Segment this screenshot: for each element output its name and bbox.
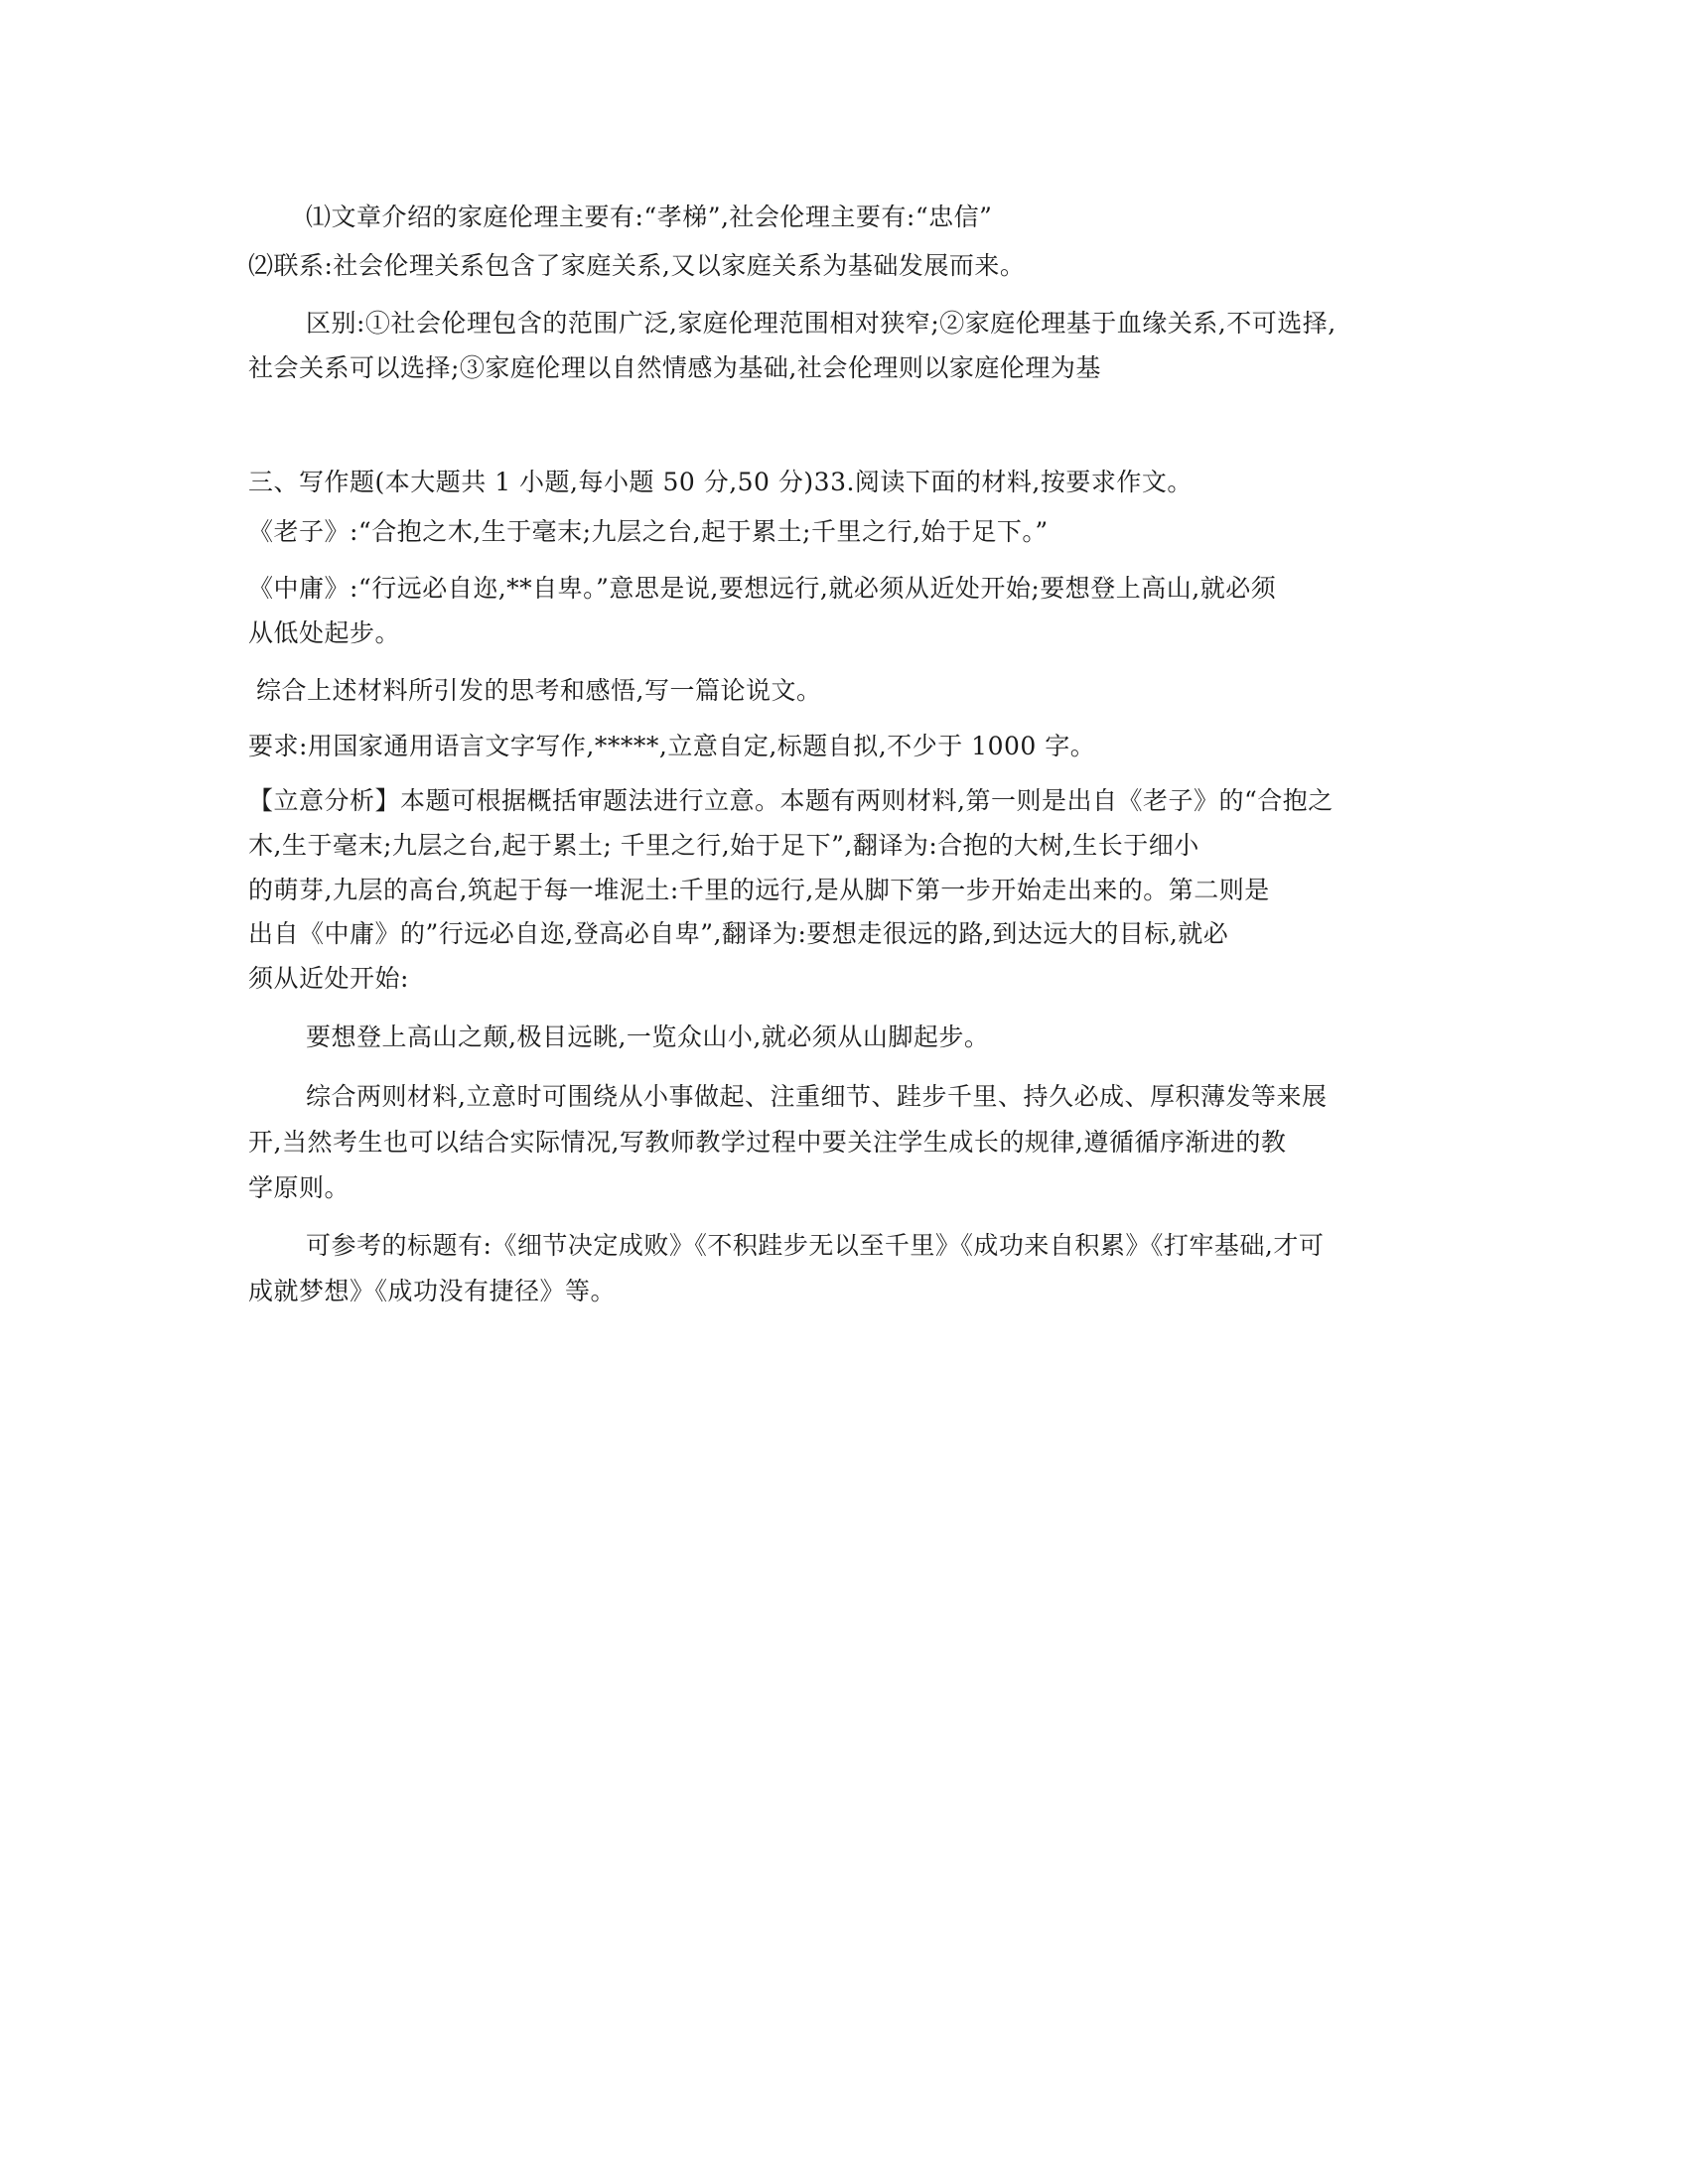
- analysis-p3-line-3: 学原则。: [248, 1173, 351, 1202]
- analysis-p4-line-2: 成就梦想》《成功没有捷径》等。: [248, 1277, 617, 1305]
- analysis-p1-line-1: 【立意分析】本题可根据概括审题法进行立意。本题有两则材料,第一则是出自《老子》的“合抱之: [248, 786, 1334, 815]
- zhongyong-quote-line-1: 《中庸》:“行远必自迩,**自卑。”意思是说,要想远行,就必须从近处开始;要想登上高山,就必须: [248, 574, 1277, 603]
- analysis-p3-line-2: 开,当然考生也可以结合实际情况,写教师教学过程中要关注学生成长的规律,遵循循序渐进的教: [248, 1128, 1287, 1157]
- analysis-p4-line-1: 可参考的标题有:《细节决定成败》《不积跬步无以至千里》《成功来自积累》《打牢基础,才可: [306, 1231, 1325, 1260]
- writing-requirement: 要求:用国家通用语言文字写作,*****,立意自定,标题自拟,不少于 1000 字。: [248, 732, 1096, 760]
- analysis-p3-line-1: 综合两则材料,立意时可围绕从小事做起、注重细节、跬步千里、持久必成、厚积薄发等来展: [306, 1082, 1328, 1111]
- answer-line-2: ⑵联系:社会伦理关系包含了家庭关系,又以家庭关系为基础发展而来。: [248, 251, 1026, 280]
- answer-line-1: ⑴文章介绍的家庭伦理主要有:“孝梯”,社会伦理主要有:“忠信”: [306, 203, 993, 231]
- answer-line-3: 区别:①社会伦理包含的范围广泛,家庭伦理范围相对狭窄;②家庭伦理基于血缘关系,不可选择,: [306, 309, 1336, 338]
- zhongyong-quote-line-2: 从低处起步。: [248, 618, 401, 647]
- analysis-p2: 要想登上高山之颠,极目远眺,一览众山小,就必须从山脚起步。: [306, 1023, 990, 1051]
- laozi-quote: 《老子》:“合抱之木,生于毫末;九层之台,起于累土;千里之行,始于足下。”: [248, 517, 1049, 546]
- analysis-p1-line-2: 木,生于毫末;九层之台,起于累土; 千里之行,始于足下”,翻译为:合抱的大树,生长于细小: [248, 831, 1199, 860]
- writing-heading: 三、写作题(本大题共 1 小题,每小题 50 分,50 分)33.阅读下面的材料,按要求作文。: [248, 468, 1193, 496]
- analysis-p1-line-5: 须从近处开始:: [248, 964, 409, 993]
- analysis-p1-line-3: 的萌芽,九层的高台,筑起于每一堆泥土:千里的远行,是从脚下第一步开始走出来的。第二则是: [248, 876, 1270, 904]
- analysis-p1-line-4: 出自《中庸》的”行远必自迩,登高必自卑”,翻译为:要想走很远的路,到达远大的目标,就必: [248, 919, 1229, 948]
- writing-prompt: 综合上述材料所引发的思考和感悟,写一篇论说文。: [256, 676, 822, 705]
- answer-line-4: 社会关系可以选择;③家庭伦理以自然情感为基础,社会伦理则以家庭伦理为基: [248, 353, 1101, 382]
